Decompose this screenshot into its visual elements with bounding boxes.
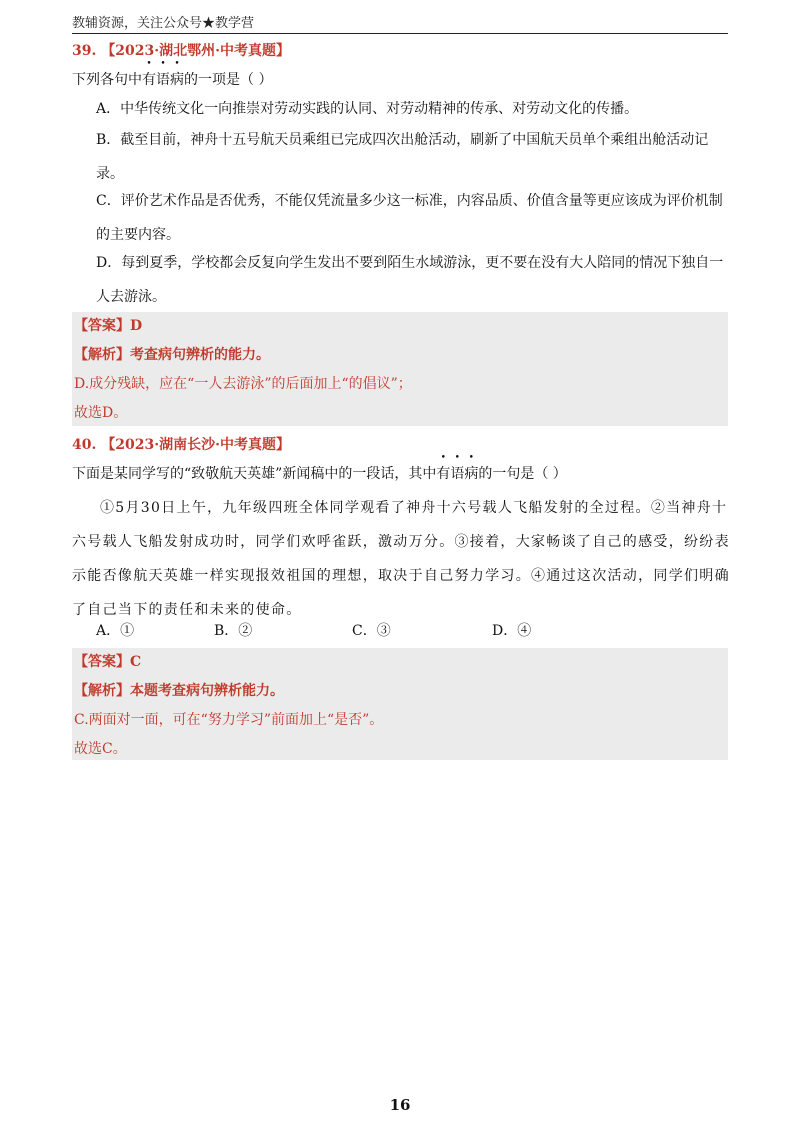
q40-stem-marked-3: 病 [464, 466, 479, 482]
q40-answer-box [72, 648, 728, 760]
q39-option-d: D．每到夏季，学校都会反复向学生发出不要到陌生水域游泳，更不要在没有大人陪同的情况下独自一人去游泳。 [96, 255, 724, 305]
page-header: 教辅资源，关注公众号★教学营 [72, 16, 255, 31]
q40-choice-d: D．④ [492, 623, 532, 639]
q39-detail: D.成分残缺，应在“一人去游泳”的后面加上“的倡议”； [74, 376, 412, 392]
q39-option-a: A．中华传统文化一向推崇对劳动实践的认同、对劳动精神的传承、对劳动文化的传播。 [96, 101, 639, 117]
q40-stem [72, 463, 567, 483]
q39-conclusion: 故选D。 [74, 405, 128, 421]
q39-answer-box [72, 312, 728, 426]
q40-stem-before: 下面是某同学写的“致敬航天英雄”新闻稿中的一段话，其中 [72, 466, 437, 482]
q39-source: 【2023·湖北鄂州·中考真题】 [101, 43, 290, 59]
q39-stem-marked-3: 病 [170, 72, 184, 88]
q40-stem-after: 的一句是（ ） [478, 466, 567, 482]
q39-number: 39. [72, 43, 97, 59]
q39-option-c: C．评价艺术作品是否优秀，不能仅凭流量多少这一标准，内容品质、价值含量等更应该成为评价机制的主要内容。 [96, 193, 723, 243]
q39-stem [72, 69, 272, 89]
q39-stem-marked-1: 有 [142, 72, 156, 88]
q40-number: 40. [72, 437, 97, 453]
q39-stem-marked-2: 语 [156, 72, 170, 88]
q40-choice-a: A．① [96, 623, 135, 639]
q40-choice-c: C．③ [352, 623, 391, 639]
q40-stem-marked-1: 有 [436, 466, 451, 482]
header-divider [72, 33, 728, 34]
q40-heading [72, 434, 290, 454]
q40-passage: ①5月30日上午，九年级四班全体同学观看了神舟十六号载人飞船发射的全过程。②当神舟十六号载人飞船发射成功时，同学们欢呼雀跃，激动万分。③接着，大家畅谈了自己的感受，纷纷表示能否像航天英雄一样实现报效祖国的理想，取决于自己努力学习。④通过这次活动，同学们明确了自己当下的责任和未来的使命。 [72, 500, 730, 618]
q40-source: 【2023·湖南长沙·中考真题】 [101, 437, 290, 453]
q39-analysis: 【解析】考查病句辨析的能力。 [74, 347, 270, 363]
q39-answer: 【答案】D [74, 318, 143, 334]
q39-heading [72, 40, 290, 60]
q39-stem-before: 下列各句中 [72, 72, 142, 88]
page-number: 16 [389, 1096, 411, 1114]
q40-stem-marked-2: 语 [450, 466, 465, 482]
q39-stem-after: 的一项是（ ） [184, 72, 273, 88]
q40-answer: 【答案】C [74, 654, 142, 670]
q39-option-b: B．截至目前，神舟十五号航天员乘组已完成四次出舱活动，刷新了中国航天员单个乘组出舱活动记录。 [96, 132, 709, 182]
q40-analysis: 【解析】本题考查病句辨析能力。 [74, 683, 284, 699]
q40-detail: C.两面对一面，可在“努力学习”前面加上“是否”。 [74, 712, 384, 728]
q40-choice-b: B．② [214, 623, 253, 639]
q40-conclusion: 故选C。 [74, 741, 127, 757]
